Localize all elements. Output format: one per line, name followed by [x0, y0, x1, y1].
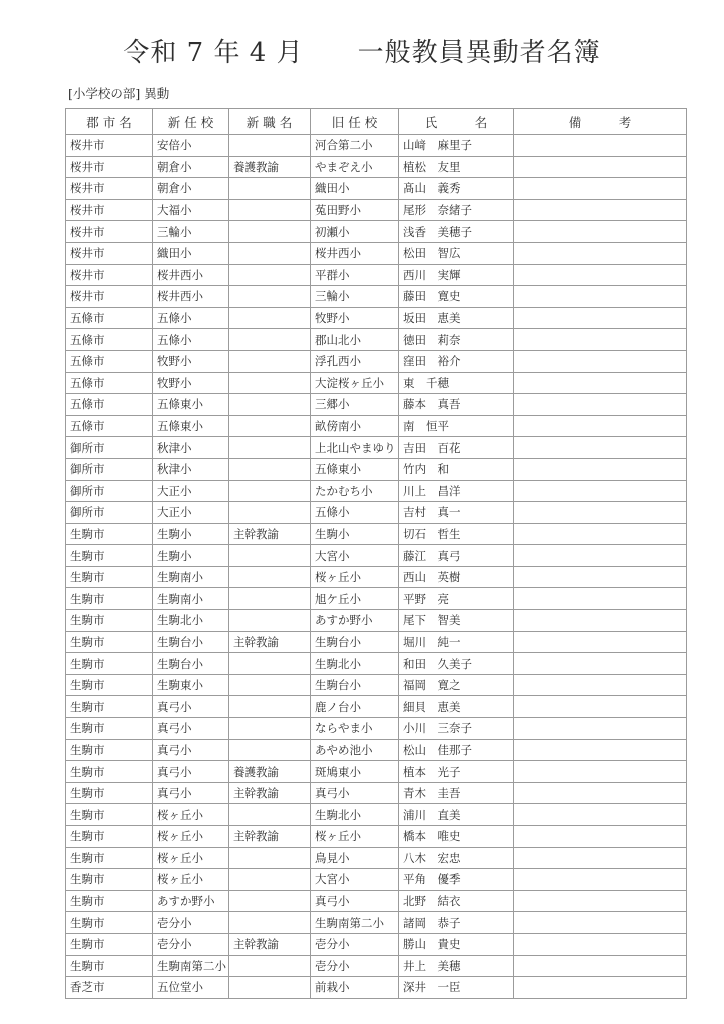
cell-new_school: 五條東小	[153, 394, 229, 416]
cell-new_school: 大正小	[153, 480, 229, 502]
cell-new_title	[229, 545, 311, 567]
cell-name: 藤田 寛史	[399, 286, 514, 308]
cell-old_school: 鳥見小	[311, 847, 399, 869]
table-row	[66, 415, 687, 437]
cell-remarks	[514, 826, 687, 848]
cell-old_school: 河合第二小	[311, 135, 399, 157]
cell-old_school: 三輪小	[311, 286, 399, 308]
cell-new_school: 牧野小	[153, 350, 229, 372]
cell-old_school: 大宮小	[311, 545, 399, 567]
cell-old_school: 真弓小	[311, 782, 399, 804]
cell-name: 尾形 奈緒子	[399, 199, 514, 221]
cell-name: 浅香 美穂子	[399, 221, 514, 243]
cell-city: 五條市	[66, 372, 153, 394]
cell-name: 尾下 智美	[399, 610, 514, 632]
cell-name: 吉田 百花	[399, 437, 514, 459]
cell-name: 細貝 恵美	[399, 696, 514, 718]
cell-new_title	[229, 286, 311, 308]
cell-remarks	[514, 631, 687, 653]
cell-city: 生駒市	[66, 674, 153, 696]
cell-old_school: 牧野小	[311, 307, 399, 329]
table-row	[66, 329, 687, 351]
cell-remarks	[514, 933, 687, 955]
cell-new_school: 生駒東小	[153, 674, 229, 696]
cell-new_school: 牧野小	[153, 372, 229, 394]
table-row	[66, 221, 687, 243]
column-header-old-school: 旧 任 校	[311, 109, 399, 135]
table-row	[66, 739, 687, 761]
cell-new_title	[229, 977, 311, 999]
cell-new_title	[229, 264, 311, 286]
table-row	[66, 933, 687, 955]
transfer-table-body	[66, 135, 687, 999]
cell-city: 桜井市	[66, 156, 153, 178]
header-row	[66, 109, 687, 135]
cell-name: 髙山 義秀	[399, 178, 514, 200]
cell-city: 生駒市	[66, 653, 153, 675]
cell-new_title	[229, 718, 311, 740]
cell-old_school: あやめ池小	[311, 739, 399, 761]
cell-old_school: 生駒小	[311, 523, 399, 545]
cell-remarks	[514, 437, 687, 459]
cell-city: 生駒市	[66, 826, 153, 848]
cell-old_school: 生駒台小	[311, 631, 399, 653]
cell-new_school: 秋津小	[153, 458, 229, 480]
cell-city: 生駒市	[66, 955, 153, 977]
cell-old_school: 壱分小	[311, 933, 399, 955]
cell-new_title	[229, 674, 311, 696]
cell-city: 桜井市	[66, 199, 153, 221]
cell-remarks	[514, 739, 687, 761]
table-row	[66, 761, 687, 783]
cell-old_school: 生駒北小	[311, 653, 399, 675]
cell-remarks	[514, 674, 687, 696]
cell-name: 切石 哲生	[399, 523, 514, 545]
cell-new_title	[229, 804, 311, 826]
cell-name: 南 恒平	[399, 415, 514, 437]
cell-new_title	[229, 847, 311, 869]
cell-name: 山﨑 麻里子	[399, 135, 514, 157]
cell-city: 生駒市	[66, 523, 153, 545]
cell-city: 生駒市	[66, 588, 153, 610]
cell-name: 徳田 莉奈	[399, 329, 514, 351]
cell-name: 井上 美穂	[399, 955, 514, 977]
table-row	[66, 372, 687, 394]
cell-new_title: 養護教諭	[229, 156, 311, 178]
cell-new_school: 五條小	[153, 329, 229, 351]
cell-old_school: 織田小	[311, 178, 399, 200]
cell-old_school: 生駒北小	[311, 804, 399, 826]
cell-remarks	[514, 890, 687, 912]
cell-old_school: あすか野小	[311, 610, 399, 632]
cell-remarks	[514, 696, 687, 718]
cell-old_school: 菟田野小	[311, 199, 399, 221]
cell-city: 桜井市	[66, 135, 153, 157]
cell-new_title: 主幹教諭	[229, 933, 311, 955]
table-row	[66, 955, 687, 977]
cell-city: 生駒市	[66, 739, 153, 761]
cell-remarks	[514, 588, 687, 610]
cell-remarks	[514, 804, 687, 826]
cell-city: 御所市	[66, 437, 153, 459]
transfer-table-header	[66, 109, 687, 135]
cell-old_school: 桜ヶ丘小	[311, 566, 399, 588]
cell-old_school: 三郷小	[311, 394, 399, 416]
column-header-name: 氏 名	[399, 109, 514, 135]
cell-city: 生駒市	[66, 545, 153, 567]
cell-remarks	[514, 221, 687, 243]
table-row	[66, 588, 687, 610]
cell-remarks	[514, 394, 687, 416]
cell-remarks	[514, 242, 687, 264]
cell-city: 五條市	[66, 350, 153, 372]
cell-new_title	[229, 458, 311, 480]
cell-new_title	[229, 372, 311, 394]
cell-city: 生駒市	[66, 804, 153, 826]
table-row	[66, 480, 687, 502]
cell-old_school: 生駒台小	[311, 674, 399, 696]
cell-new_school: 織田小	[153, 242, 229, 264]
cell-city: 桜井市	[66, 221, 153, 243]
cell-new_school: 三輪小	[153, 221, 229, 243]
cell-new_school: あすか野小	[153, 890, 229, 912]
cell-remarks	[514, 610, 687, 632]
page-title: 令和 7 年 4 月 一般教員異動者名簿	[123, 38, 601, 68]
cell-new_school: 朝倉小	[153, 156, 229, 178]
column-header-new-school: 新 任 校	[153, 109, 229, 135]
cell-name: 植松 友里	[399, 156, 514, 178]
cell-name: 松田 智広	[399, 242, 514, 264]
cell-remarks	[514, 847, 687, 869]
cell-name: 深井 一臣	[399, 977, 514, 999]
cell-name: 小川 三奈子	[399, 718, 514, 740]
table-row	[66, 869, 687, 891]
cell-new_title: 養護教諭	[229, 761, 311, 783]
cell-name: 松山 佳那子	[399, 739, 514, 761]
cell-old_school: 五條東小	[311, 458, 399, 480]
cell-remarks	[514, 523, 687, 545]
cell-remarks	[514, 869, 687, 891]
cell-name: 諸岡 恭子	[399, 912, 514, 934]
cell-remarks	[514, 286, 687, 308]
cell-new_school: 壱分小	[153, 912, 229, 934]
cell-old_school: 真弓小	[311, 890, 399, 912]
cell-new_school: 桜ヶ丘小	[153, 826, 229, 848]
cell-new_title	[229, 890, 311, 912]
cell-remarks	[514, 199, 687, 221]
cell-city: 桜井市	[66, 178, 153, 200]
cell-new_title	[229, 221, 311, 243]
cell-new_school: 五條小	[153, 307, 229, 329]
cell-old_school: 桜ヶ丘小	[311, 826, 399, 848]
table-row	[66, 912, 687, 934]
table-row	[66, 178, 687, 200]
cell-city: 生駒市	[66, 782, 153, 804]
column-header-city: 郡 市 名	[66, 109, 153, 135]
table-row	[66, 502, 687, 524]
cell-name: 吉村 真一	[399, 502, 514, 524]
cell-city: 五條市	[66, 329, 153, 351]
cell-city: 御所市	[66, 502, 153, 524]
cell-remarks	[514, 653, 687, 675]
cell-old_school: やまぞえ小	[311, 156, 399, 178]
cell-city: 生駒市	[66, 696, 153, 718]
cell-new_school: 大福小	[153, 199, 229, 221]
cell-old_school: たかむち小	[311, 480, 399, 502]
cell-new_title	[229, 394, 311, 416]
cell-old_school: 生駒南第二小	[311, 912, 399, 934]
cell-new_title	[229, 696, 311, 718]
cell-name: 植本 光子	[399, 761, 514, 783]
cell-city: 生駒市	[66, 890, 153, 912]
section-label: [小学校の部] 異動	[68, 86, 170, 101]
cell-new_school: 生駒北小	[153, 610, 229, 632]
cell-new_title	[229, 566, 311, 588]
cell-new_title	[229, 869, 311, 891]
cell-city: 五條市	[66, 394, 153, 416]
cell-new_title	[229, 178, 311, 200]
table-row	[66, 523, 687, 545]
cell-remarks	[514, 718, 687, 740]
cell-name: 勝山 貴史	[399, 933, 514, 955]
cell-new_title	[229, 329, 311, 351]
cell-city: 五條市	[66, 415, 153, 437]
cell-new_school: 桜井西小	[153, 286, 229, 308]
cell-name: 川上 昌洋	[399, 480, 514, 502]
table-row	[66, 458, 687, 480]
table-row	[66, 674, 687, 696]
cell-name: 和田 久美子	[399, 653, 514, 675]
cell-new_title	[229, 307, 311, 329]
cell-remarks	[514, 480, 687, 502]
cell-old_school: 畝傍南小	[311, 415, 399, 437]
table-row	[66, 394, 687, 416]
cell-remarks	[514, 415, 687, 437]
cell-name: 東 千穂	[399, 372, 514, 394]
cell-city: 生駒市	[66, 718, 153, 740]
table-row	[66, 350, 687, 372]
cell-city: 生駒市	[66, 566, 153, 588]
cell-new_school: 大正小	[153, 502, 229, 524]
cell-new_school: 生駒台小	[153, 653, 229, 675]
cell-name: 西川 実輝	[399, 264, 514, 286]
cell-new_title	[229, 502, 311, 524]
cell-city: 生駒市	[66, 869, 153, 891]
table-row	[66, 286, 687, 308]
cell-new_school: 真弓小	[153, 696, 229, 718]
cell-old_school: 斑鳩東小	[311, 761, 399, 783]
cell-new_title	[229, 480, 311, 502]
cell-city: 桜井市	[66, 286, 153, 308]
cell-remarks	[514, 329, 687, 351]
cell-remarks	[514, 782, 687, 804]
cell-old_school: 大淀桜ヶ丘小	[311, 372, 399, 394]
cell-remarks	[514, 977, 687, 999]
cell-old_school: 郡山北小	[311, 329, 399, 351]
cell-old_school: 旭ケ丘小	[311, 588, 399, 610]
cell-new_title: 主幹教諭	[229, 631, 311, 653]
cell-remarks	[514, 458, 687, 480]
cell-new_school: 朝倉小	[153, 178, 229, 200]
cell-new_title	[229, 610, 311, 632]
cell-remarks	[514, 178, 687, 200]
table-row	[66, 610, 687, 632]
cell-name: 平角 優季	[399, 869, 514, 891]
table-row	[66, 718, 687, 740]
cell-new_school: 秋津小	[153, 437, 229, 459]
cell-remarks	[514, 135, 687, 157]
cell-new_school: 生駒台小	[153, 631, 229, 653]
table-row	[66, 782, 687, 804]
cell-new_school: 真弓小	[153, 718, 229, 740]
cell-city: 生駒市	[66, 610, 153, 632]
cell-old_school: 桜井西小	[311, 242, 399, 264]
cell-new_title	[229, 242, 311, 264]
cell-remarks	[514, 502, 687, 524]
cell-new_school: 生駒南第二小	[153, 955, 229, 977]
cell-city: 桜井市	[66, 264, 153, 286]
cell-old_school: 初瀬小	[311, 221, 399, 243]
cell-new_school: 真弓小	[153, 739, 229, 761]
cell-name: 浦川 直美	[399, 804, 514, 826]
cell-remarks	[514, 761, 687, 783]
cell-new_school: 桜ヶ丘小	[153, 847, 229, 869]
cell-old_school: 大宮小	[311, 869, 399, 891]
cell-new_school: 五位堂小	[153, 977, 229, 999]
cell-old_school: ならやま小	[311, 718, 399, 740]
cell-old_school: 浮孔西小	[311, 350, 399, 372]
cell-remarks	[514, 350, 687, 372]
cell-name: 八木 宏忠	[399, 847, 514, 869]
cell-new_title	[229, 135, 311, 157]
cell-name: 窪田 裕介	[399, 350, 514, 372]
cell-new_title: 主幹教諭	[229, 782, 311, 804]
cell-name: 北野 結衣	[399, 890, 514, 912]
cell-name: 藤江 真弓	[399, 545, 514, 567]
cell-old_school: 平群小	[311, 264, 399, 286]
cell-name: 橋本 唯史	[399, 826, 514, 848]
cell-new_title	[229, 199, 311, 221]
cell-city: 生駒市	[66, 912, 153, 934]
cell-new_title	[229, 415, 311, 437]
table-row	[66, 135, 687, 157]
cell-new_school: 桜井西小	[153, 264, 229, 286]
cell-city: 御所市	[66, 458, 153, 480]
cell-name: 平野 亮	[399, 588, 514, 610]
cell-old_school: 前栽小	[311, 977, 399, 999]
cell-new_title	[229, 437, 311, 459]
cell-new_title	[229, 653, 311, 675]
cell-name: 堀川 純一	[399, 631, 514, 653]
cell-city: 生駒市	[66, 847, 153, 869]
cell-remarks	[514, 372, 687, 394]
cell-old_school: 壱分小	[311, 955, 399, 977]
cell-new_school: 桜ヶ丘小	[153, 869, 229, 891]
cell-new_school: 生駒南小	[153, 566, 229, 588]
cell-name: 竹内 和	[399, 458, 514, 480]
cell-old_school: 上北山やまゆり	[311, 437, 399, 459]
cell-remarks	[514, 566, 687, 588]
table-row	[66, 566, 687, 588]
table-row	[66, 826, 687, 848]
cell-new_title: 主幹教諭	[229, 523, 311, 545]
table-row	[66, 437, 687, 459]
cell-new_school: 生駒小	[153, 523, 229, 545]
cell-remarks	[514, 307, 687, 329]
table-row	[66, 977, 687, 999]
table-row	[66, 156, 687, 178]
table-row	[66, 804, 687, 826]
cell-new_school: 壱分小	[153, 933, 229, 955]
cell-city: 五條市	[66, 307, 153, 329]
table-row	[66, 653, 687, 675]
cell-new_school: 生駒南小	[153, 588, 229, 610]
cell-city: 香芝市	[66, 977, 153, 999]
cell-new_school: 生駒小	[153, 545, 229, 567]
cell-name: 藤本 真吾	[399, 394, 514, 416]
cell-city: 御所市	[66, 480, 153, 502]
cell-new_school: 安倍小	[153, 135, 229, 157]
cell-remarks	[514, 545, 687, 567]
cell-new_school: 真弓小	[153, 761, 229, 783]
cell-remarks	[514, 156, 687, 178]
cell-new_title	[229, 739, 311, 761]
cell-city: 生駒市	[66, 933, 153, 955]
table-row	[66, 545, 687, 567]
table-row	[66, 890, 687, 912]
table-row	[66, 199, 687, 221]
column-header-remarks: 備 考	[514, 109, 687, 135]
cell-name: 西山 英樹	[399, 566, 514, 588]
cell-new_title: 主幹教諭	[229, 826, 311, 848]
cell-name: 青木 圭吾	[399, 782, 514, 804]
cell-new_school: 五條東小	[153, 415, 229, 437]
cell-new_school: 桜ヶ丘小	[153, 804, 229, 826]
cell-city: 生駒市	[66, 631, 153, 653]
table-row	[66, 307, 687, 329]
cell-city: 桜井市	[66, 242, 153, 264]
transfer-table	[65, 108, 687, 999]
table-row	[66, 264, 687, 286]
cell-old_school: 鹿ノ台小	[311, 696, 399, 718]
cell-remarks	[514, 264, 687, 286]
cell-remarks	[514, 955, 687, 977]
cell-name: 坂田 恵美	[399, 307, 514, 329]
cell-new_title	[229, 912, 311, 934]
table-row	[66, 631, 687, 653]
cell-name: 福岡 寛之	[399, 674, 514, 696]
table-row	[66, 242, 687, 264]
column-header-new-title: 新 職 名	[229, 109, 311, 135]
cell-old_school: 五條小	[311, 502, 399, 524]
table-row	[66, 847, 687, 869]
cell-city: 生駒市	[66, 761, 153, 783]
cell-new_title	[229, 588, 311, 610]
cell-remarks	[514, 912, 687, 934]
cell-new_school: 真弓小	[153, 782, 229, 804]
cell-new_title	[229, 350, 311, 372]
table-row	[66, 696, 687, 718]
cell-new_title	[229, 955, 311, 977]
